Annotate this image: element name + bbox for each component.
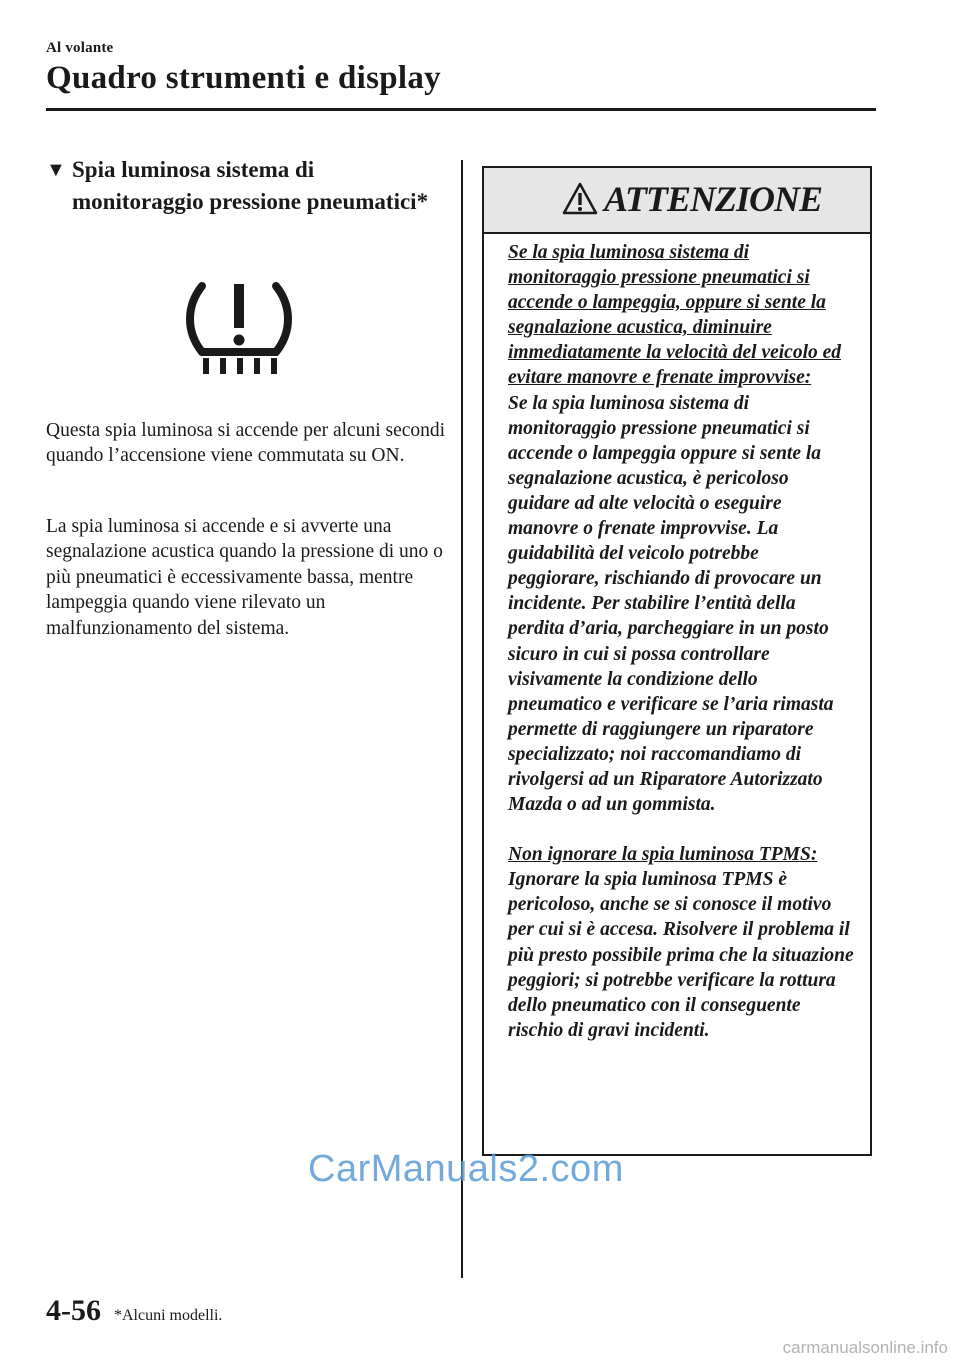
page-number: 4-56 [46, 1294, 101, 1327]
warning-block-1-body: Se la spia luminosa sistema di monitoraggio pressione pneumatici si accende o lampeggia oppure si sente la segnalazione acustica, è pericoloso guidare ad alte velocità o eseguire manovre o frenate improvvise. La guidabilità del veicolo potrebbe peggiorare, rischiando di provocare un incidente. Per stabilire l’entità della perdita d’aria, parcheggiare in un posto sicuro in cui si possa controllare visivamente la condizione dello pneumatico e verificare se l’aria rimasta permette di raggiungere un riparatore specializzato; noi raccomandiamo di rivolgersi ad un Riparatore Autorizzato Mazda o ad un gommista. [508, 392, 834, 816]
warning-triangle-icon [562, 182, 598, 216]
body-paragraph-1: Questa spia luminosa si accende per alcuni secondi quando l’accensione viene commutata su ON. [46, 420, 446, 467]
breadcrumb: Al volante [46, 40, 114, 56]
tpms-warning-light-icon [180, 278, 298, 378]
site-watermark: carmanualsonline.info [782, 1338, 948, 1357]
warning-spacer [508, 817, 854, 842]
warning-title: ATTENZIONE [604, 179, 823, 219]
watermark: CarManuals2.com [308, 1148, 624, 1190]
column-divider [461, 160, 463, 1278]
page-title: Quadro strumenti e display [46, 60, 441, 96]
section-heading [46, 154, 446, 218]
warning-block-2-heading: Non ignorare la spia luminosa TPMS: [508, 844, 818, 866]
warning-block-1-heading: Se la spia luminosa sistema di monitoraggio pressione pneumatici si accende o lampeggia, oppure si sente la segnalazione acustica, diminuire immediatamente la velocità del veicolo ed evitare manovre e frenate improvvise: [508, 242, 842, 389]
body-paragraph-2: La spia luminosa si accende e si avverte una segnalazione acustica quando la pressione di uno o più pneumatici è eccessivamente bassa, mentre lampeggia quando viene rilevato un malfunzionamento del sistema. [46, 516, 443, 639]
warning-header [484, 168, 870, 234]
warning-box [482, 166, 872, 1156]
section-heading-text: Spia luminosa sistema di monitoraggio pressione pneumatici* [72, 157, 429, 214]
warning-block-2-body: Ignorare la spia luminosa TPMS è pericoloso, anche se si conosce il motivo per cui si è accesa. Risolvere il problema il più presto possibile prima che la situazione peggiori; si potrebbe verificare la rottura dello pneumatico con il conseguente rischio di gravi incidenti. [508, 869, 854, 1041]
section-marker: ▼ [46, 159, 66, 181]
warning-content [508, 240, 854, 1043]
title-divider [46, 108, 876, 111]
footnote: *Alcuni modelli. [114, 1307, 223, 1324]
